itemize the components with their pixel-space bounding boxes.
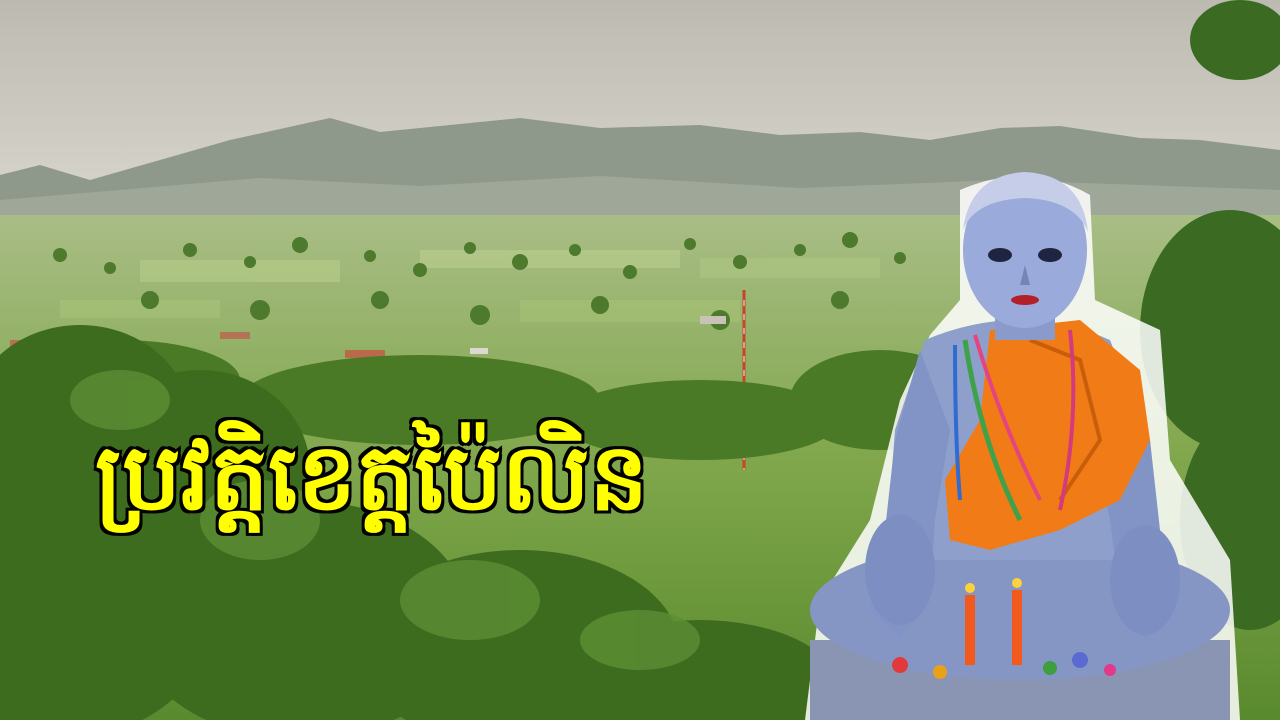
statue-right-hand (1110, 525, 1180, 635)
candle-2 (1012, 590, 1022, 665)
page-title: ប្រវត្តិខេត្តប៉ៃលិន (95, 424, 648, 531)
statue-right-eye (1038, 248, 1062, 262)
statue-mouth (1011, 295, 1039, 305)
candle-1 (965, 595, 975, 665)
statue-left-hand (865, 515, 935, 625)
statue-left-eye (988, 248, 1012, 262)
